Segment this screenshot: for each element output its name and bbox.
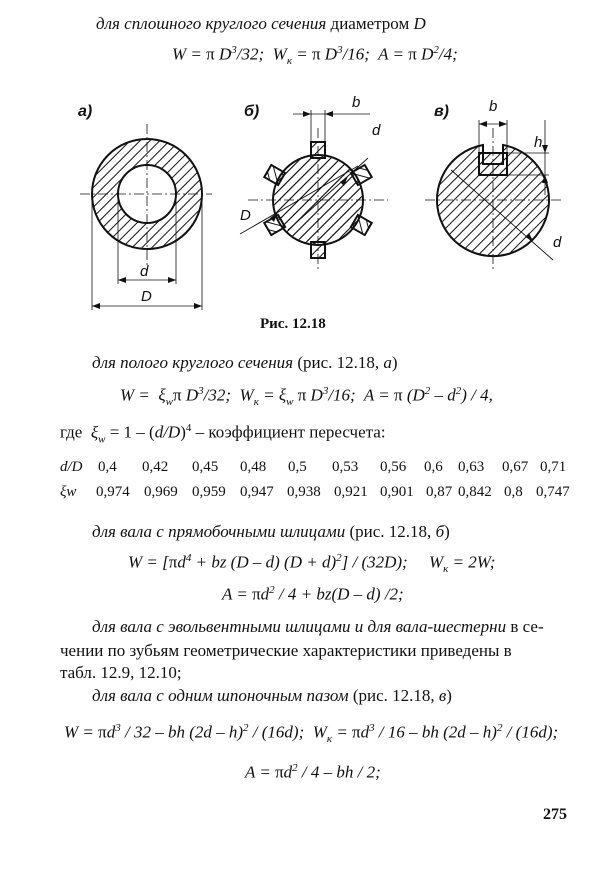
- table-cell: 0,8: [504, 484, 523, 500]
- table-cell: 0,53: [332, 459, 359, 475]
- splined-shaft-drawing: [240, 110, 388, 270]
- table-cell: 0,901: [380, 484, 414, 500]
- splined-shaft-heading: для вала с прямобочными шлицами (рис. 12.18, б): [92, 522, 450, 541]
- table-cell: 0,921: [334, 484, 368, 500]
- table-cell: 0,747: [536, 484, 570, 500]
- table-cell: 0,42: [142, 459, 169, 475]
- dim-b-label-b: b: [352, 94, 361, 111]
- hollow-section-drawing: [80, 124, 212, 310]
- table-cell: 0,67: [502, 459, 529, 475]
- formula-splined-A: $A = \pi d^2 / 4 + bz(D - d)$ /2;: [222, 584, 404, 604]
- table-cell: 0,71: [540, 459, 567, 475]
- table-row1-head: d/D: [60, 459, 83, 475]
- figure-caption: Рис. 12.18: [260, 316, 326, 332]
- table-cell: 0,87: [426, 484, 453, 500]
- formula-splined-W: $W = [\pi d^4$ + bz (D – d) $(D + d)^2] / (32D)$; $W_к = 2W$;: [128, 552, 496, 576]
- dim-d-label-b: d: [372, 122, 381, 139]
- dim-d-label-c: d: [553, 234, 562, 251]
- figure-a-label: а): [78, 103, 93, 120]
- table-cell: 0,5: [288, 459, 307, 475]
- figure-b-label: б): [244, 103, 260, 120]
- formula-keyed-W: $W = \pi d^3 / 32$ – bh (2d – h)$^2$ / (16d); $W_к = \pi d^3 / 16$ – bh (2d – h)$^2$ / (16d);: [64, 722, 559, 746]
- hollow-section-heading: для полого круглого сечения (рис. 12.18, а): [92, 353, 398, 372]
- evolvent-line-2: чении по зубьям геометрические характеристики приведены в: [60, 641, 512, 660]
- formula-hollow: $W = \xi_w\pi$ $D^3/32$; $W_к = \xi_w$ π $D^3/16$; A = π $(D^2 - d^2) / 4$,: [120, 385, 493, 409]
- dim-D-label-b: D: [240, 207, 251, 224]
- table-row2-head: ξw: [60, 484, 77, 500]
- table-cell: 0,45: [192, 459, 219, 475]
- solid-section-heading: для сплошного круглого сечения диаметром D: [96, 14, 426, 33]
- dim-h-label-c: h: [534, 134, 543, 151]
- evolvent-line-3: табл. 12.9, 12.10;: [60, 663, 182, 682]
- table-cell: 0,63: [458, 459, 485, 475]
- formula-solid: W = π $D^3/32$; $W_к = \pi$ $D^3/16$; A = π $D^2/4$;: [172, 44, 458, 68]
- figure-c-label: в): [434, 103, 449, 120]
- table-cell: 0,6: [424, 459, 443, 475]
- table-cell: 0,56: [380, 459, 407, 475]
- table-cell: 0,842: [458, 484, 492, 500]
- dim-D-label-a: D: [141, 288, 152, 305]
- table-cell: 0,4: [98, 459, 117, 475]
- table-cell: 0,974: [96, 484, 130, 500]
- table-cell: 0,969: [144, 484, 178, 500]
- dim-b-label-c: b: [489, 98, 498, 115]
- table-cell: 0,48: [240, 459, 267, 475]
- table-cell: 0,959: [192, 484, 226, 500]
- table-cell: 0,938: [287, 484, 321, 500]
- formula-keyed-A: $A = \pi d^2 / 4$ – bh / 2;: [245, 762, 381, 782]
- page-number: 275: [543, 806, 567, 823]
- table-cell: 0,947: [240, 484, 274, 500]
- keyed-shaft-heading: для вала с одним шпоночным пазом (рис. 12.18, в): [92, 686, 452, 705]
- dim-d-label-a: d: [140, 263, 149, 280]
- coefficient-definition: где $\xi_w = 1 - (d/D)^4$ – коэффициент пересчета:: [60, 422, 386, 446]
- evolvent-line-1: для вала с эвольвентными шлицами и для вала-шестерни в се-: [92, 617, 544, 636]
